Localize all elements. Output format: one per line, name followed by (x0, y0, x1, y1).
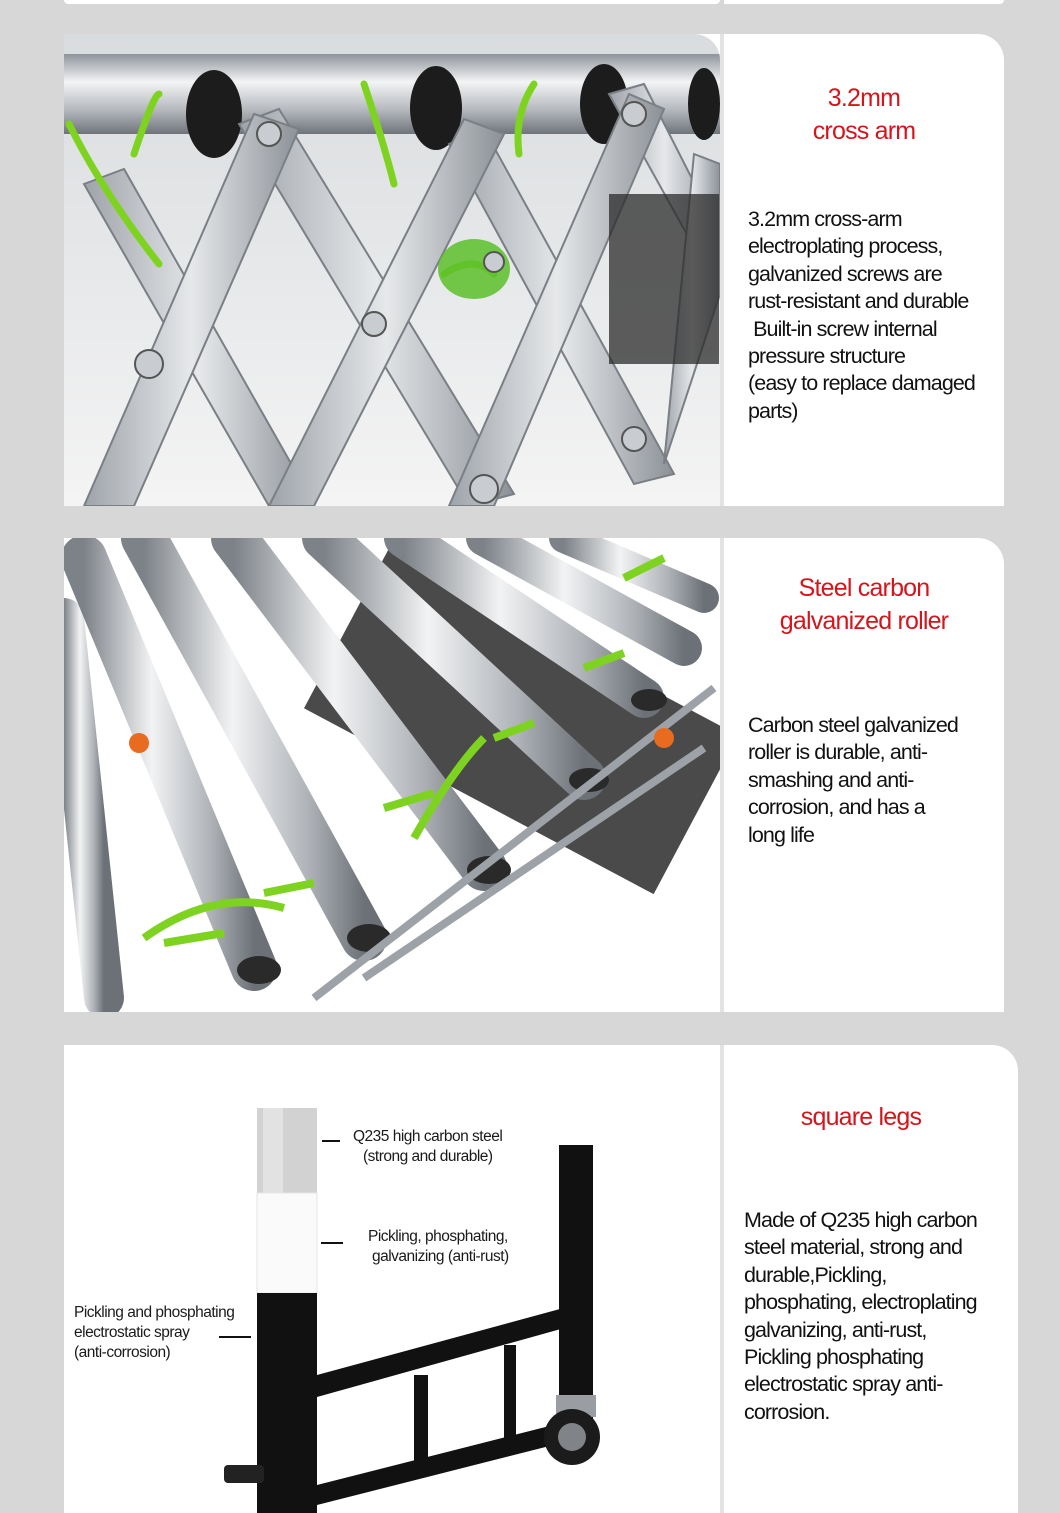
feature-panel-legs (64, 1045, 1018, 1513)
feature-panel-cross-arm (64, 34, 1004, 506)
description-line: corrosion. (744, 1399, 830, 1424)
title-line: cross arm (812, 117, 916, 145)
description-line: long life (748, 822, 815, 847)
cross-arm-photo (64, 34, 720, 506)
description-line: phosphating, electroplating (744, 1290, 977, 1315)
callout-pickling-galvanizing (368, 1227, 509, 1267)
cross-arm-text (724, 34, 1004, 506)
roller-photo (64, 538, 720, 1012)
description-line: corrosion, and has a (748, 795, 925, 820)
description-line: Pickling phosphating (744, 1345, 924, 1370)
callout-line: (anti-corrosion) (74, 1344, 171, 1361)
callout-tick (322, 1140, 340, 1142)
description-line: Made of Q235 high carbon (744, 1208, 977, 1232)
description-line: electroplating process, (748, 234, 943, 259)
roller-text (724, 538, 1004, 1012)
description-line: electrostatic spray anti- (744, 1372, 943, 1397)
feature-title (724, 82, 1004, 148)
description-line: (easy to replace damaged (748, 371, 975, 396)
description-line: rust-resistant and durable (748, 289, 969, 314)
feature-panel-roller (64, 538, 1004, 1012)
feature-title (704, 1101, 1018, 1134)
legs-text (724, 1045, 1018, 1513)
description-line: steel material, strong and (744, 1235, 963, 1260)
callout-line: Pickling, phosphating, (368, 1228, 508, 1245)
legs-photo (64, 1045, 720, 1513)
description-line: galvanizing, anti-rust, (744, 1317, 927, 1342)
feature-title (724, 572, 1004, 638)
feature-description (744, 1207, 1018, 1426)
callout-line: Pickling and phosphating (74, 1304, 235, 1321)
description-line: smashing and anti- (748, 767, 914, 792)
description-line: durable,Pickling, (744, 1262, 887, 1287)
callout-line: (strong and durable) (363, 1148, 493, 1165)
feature-description (748, 712, 1004, 849)
description-line: Built-in screw internal (748, 316, 937, 341)
description-line: Carbon steel galvanized (748, 713, 958, 737)
description-line: pressure structure (748, 344, 906, 369)
description-line: roller is durable, anti- (748, 740, 928, 765)
title-line: 3.2mm (827, 84, 901, 112)
callout-line: electrostatic spray (74, 1324, 190, 1341)
title-line: galvanized roller (779, 607, 949, 635)
previous-panel-edge-right (724, 0, 1004, 4)
callout-q235 (353, 1127, 502, 1167)
title-line: Steel carbon (798, 574, 930, 602)
callout-tick (321, 1242, 343, 1244)
title-line: square legs (800, 1103, 922, 1131)
description-line: 3.2mm cross-arm (748, 207, 902, 231)
previous-panel-edge (64, 0, 720, 4)
callout-line: galvanizing (anti-rust) (372, 1248, 509, 1265)
callout-electrostatic-spray (74, 1303, 234, 1363)
description-line: galvanized screws are (748, 261, 942, 286)
feature-description (748, 206, 1004, 425)
callout-line: Q235 high carbon steel (353, 1128, 503, 1145)
description-line: parts) (748, 398, 798, 423)
